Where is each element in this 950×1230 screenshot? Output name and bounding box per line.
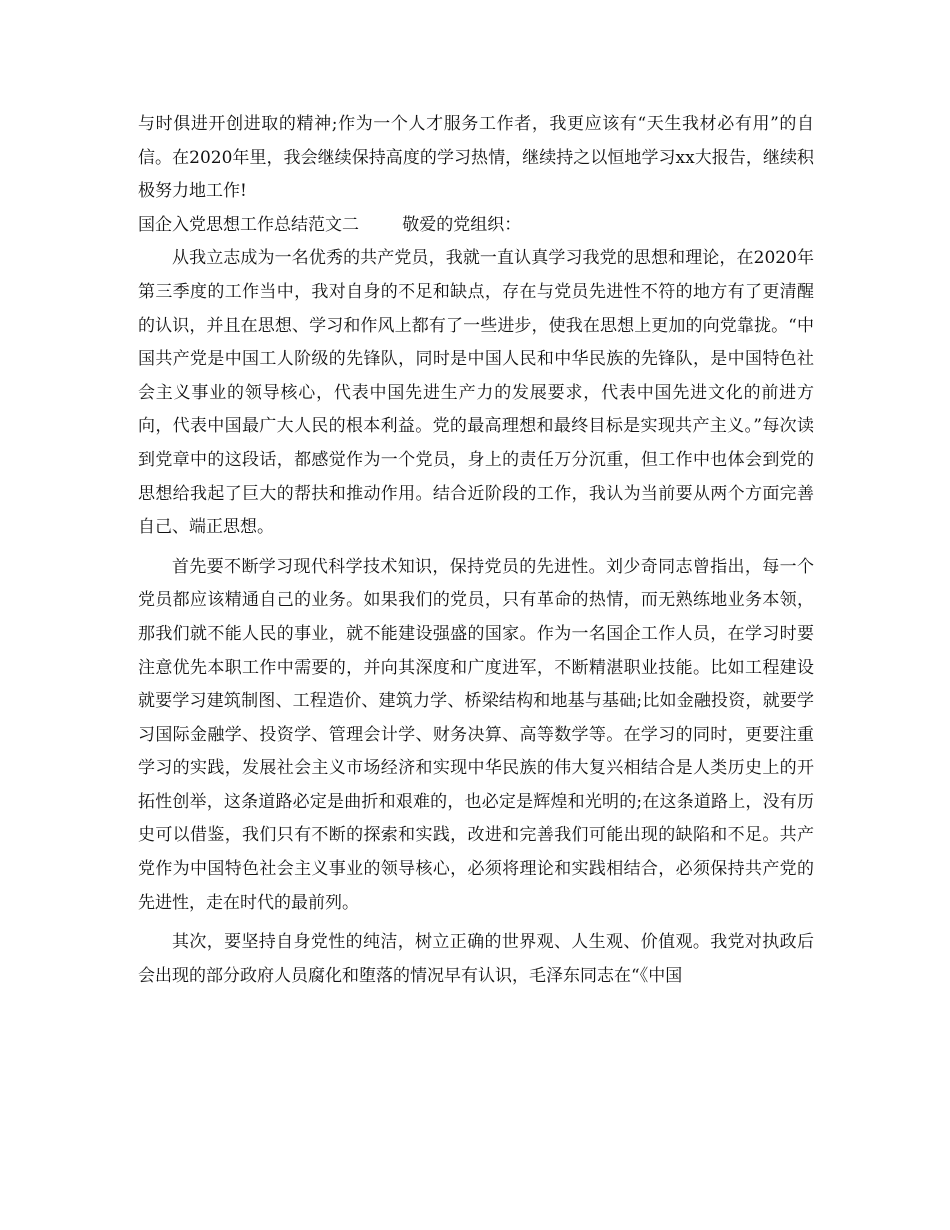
- body-paragraph-1: 从我立志成为一名优秀的共产党员，我就一直认真学习我党的思想和理论，在2020年第三季度的工作当中，我对自身的不足和缺点，存在与党员先进性不符的地方有了更清醒的认识，并且在思想、学习和作风上都有了一些进步，使我在思想上更加的向党靠拢。“中国共产党是中国工人阶级的先锋队，同时是中国人民和中华民族的先锋队，是中国特色社会主义事业的领导核心，代表中国先进生产力的发展要求，代表中国先进文化的前进方向，代表中国最广大人民的根本利益。党的最高理想和最终目标是实现共产主义。”每次读到党章中的这段话，都感觉作为一个党员，身上的责任万分沉重，但工作中也体会到党的思想给我起了巨大的帮扶和推动作用。结合近阶段的工作，我认为当前要从两个方面完善自己、端正思想。: [138, 248, 814, 538]
- continuation-paragraph: 与时俱进开创进取的精神;作为一个人才服务工作者，我更应该有“天生我材必有用”的自信。在2020年里，我会继续保持高度的学习热情，继续持之以恒地学习xx大报告，继续积极努力地工作!: [138, 114, 814, 202]
- body-paragraph-3: 其次，要坚持自身党性的纯洁，树立正确的世界观、人生观、价值观。我党对执政后会出现的部分政府人员腐化和堕落的情况早有认识，毛泽东同志在“《中国: [138, 932, 814, 986]
- section-title: 国企入党思想工作总结范文二: [138, 214, 359, 235]
- salutation: 敬爱的党组织：: [402, 214, 522, 235]
- document-body: [138, 108, 814, 993]
- section-heading-line: [138, 209, 814, 243]
- body-paragraph-2: 首先要不断学习现代科学技术知识，保持党员的先进性。刘少奇同志曾指出，每一个党员都应该精通自己的业务。如果我们的党员，只有革命的热情，而无熟练地业务本领，那我们就不能人民的事业，就不能建设强盛的国家。作为一名国企工作人员，在学习时要注意优先本职工作中需要的，并向其深度和广度进军，不断精湛职业技能。比如工程建设就要学习建筑制图、工程造价、建筑力学、桥梁结构和地基与基础;比如金融投资，就要学习国际金融学、投资学、管理会计学、财务决算、高等数学等。在学习的同时，更要注重学习的实践，发展社会主义市场经济和实现中华民族的伟大复兴相结合是人类历史上的开拓性创举，这条道路必定是曲折和艰难的，也必定是辉煌和光明的;在这条道路上，没有历史可以借鉴，我们只有不断的探索和实践，改进和完善我们可能出现的缺陷和不足。共产党作为中国特色社会主义事业的领导核心，必须将理论和实践相结合，必须保持共产党的先进性，走在时代的最前列。: [138, 556, 814, 913]
